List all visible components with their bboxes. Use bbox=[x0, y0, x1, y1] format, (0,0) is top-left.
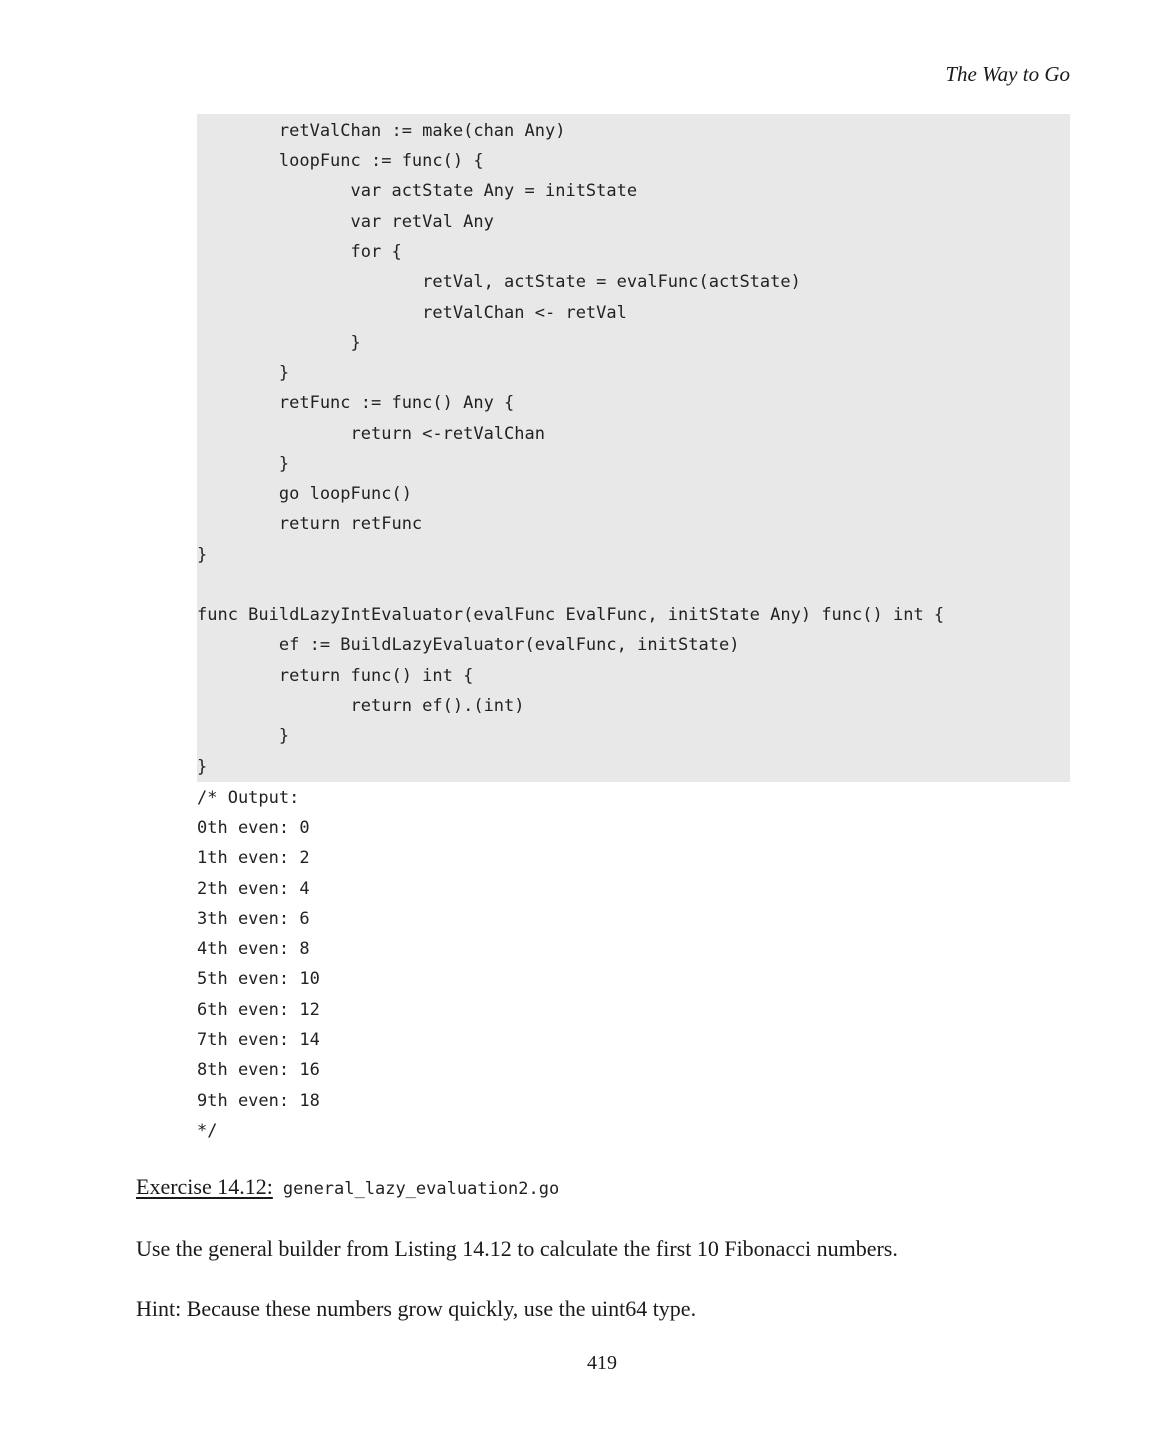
code-line: } bbox=[197, 363, 290, 383]
code-line: return ef().(int) bbox=[197, 696, 525, 716]
exercise-filename: general_lazy_evaluation2.go bbox=[282, 1179, 560, 1199]
output-line: 5th even: 10 bbox=[197, 969, 320, 989]
code-line: return func() int { bbox=[197, 666, 474, 686]
output-line: 3th even: 6 bbox=[197, 909, 310, 929]
output-line: 8th even: 16 bbox=[197, 1060, 320, 1080]
output-line: 0th even: 0 bbox=[197, 818, 310, 838]
exercise-hint: Hint: Because these numbers grow quickly, use the uint64 type. bbox=[136, 1296, 697, 1321]
page-number: 419 bbox=[587, 1352, 617, 1374]
code-line: ef := BuildLazyEvaluator(evalFunc, initState) bbox=[197, 635, 740, 655]
output-line: 4th even: 8 bbox=[197, 939, 310, 959]
output-line: */ bbox=[197, 1121, 218, 1141]
code-line: retValChan := make(chan Any) bbox=[197, 121, 566, 141]
code-line: return retFunc bbox=[197, 514, 423, 534]
code-line: func BuildLazyIntEvaluator(evalFunc EvalFunc, initState Any) func() int { bbox=[197, 605, 945, 625]
code-line: retValChan <- retVal bbox=[197, 303, 627, 323]
code-line: } bbox=[197, 545, 208, 565]
code-line: var retVal Any bbox=[197, 212, 494, 232]
code-line: return <-retValChan bbox=[197, 424, 545, 444]
code-line: } bbox=[197, 757, 208, 777]
code-line: } bbox=[197, 454, 290, 474]
output-line: 7th even: 14 bbox=[197, 1030, 320, 1050]
code-line: for { bbox=[197, 242, 402, 262]
output-line: /* Output: bbox=[197, 788, 300, 808]
code-line: } bbox=[197, 333, 361, 353]
output-line: 2th even: 4 bbox=[197, 879, 310, 899]
exercise-heading bbox=[136, 1174, 559, 1200]
output-line: 6th even: 12 bbox=[197, 1000, 320, 1020]
code-line: } bbox=[197, 726, 290, 746]
code-line: loopFunc := func() { bbox=[197, 151, 484, 171]
exercise-label: Exercise 14.12: bbox=[136, 1174, 273, 1199]
code-line: go loopFunc() bbox=[197, 484, 412, 504]
code-line: var actState Any = initState bbox=[197, 181, 638, 201]
code-listing bbox=[197, 114, 1070, 782]
exercise-description: Use the general builder from Listing 14.12 to calculate the first 10 Fibonacci numbers. bbox=[136, 1236, 898, 1261]
program-output bbox=[197, 787, 597, 1147]
code-line: retVal, actState = evalFunc(actState) bbox=[197, 272, 801, 292]
running-head-title: The Way to Go bbox=[945, 62, 1070, 86]
code-line: retFunc := func() Any { bbox=[197, 393, 515, 413]
output-line: 9th even: 18 bbox=[197, 1091, 320, 1111]
output-line: 1th even: 2 bbox=[197, 848, 310, 868]
